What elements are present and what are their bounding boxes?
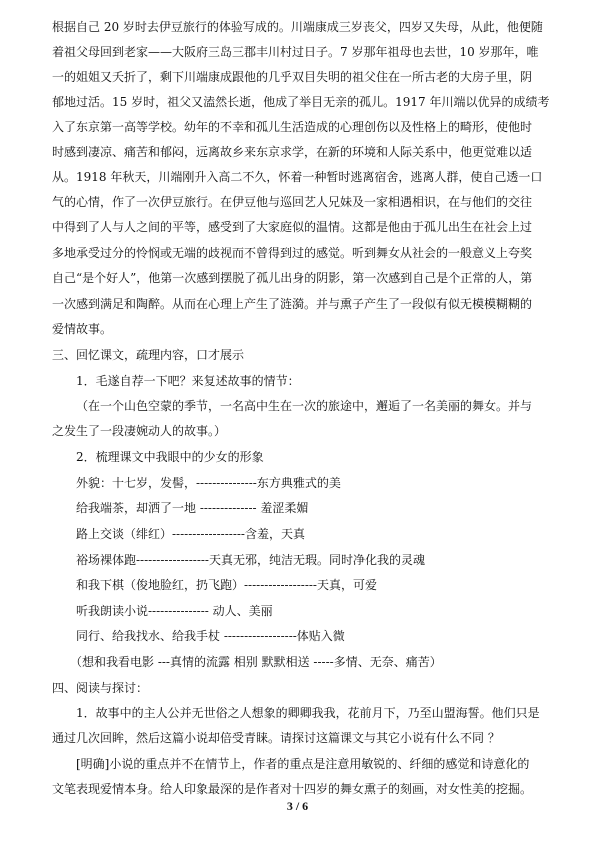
text-line: 听我朗读小说--------------- 动人、美丽 <box>76 604 273 618</box>
text-line: 一的姐姐又夭折了，剩下川端康成跟他的几乎双目失明的祖父住在一所古老的大房子里，阴 <box>52 70 533 84</box>
text-line: 入了东京第一高等学校。幼年的不幸和孤儿生活造成的心理创伤以及性格上的畸形，使他时 <box>52 120 533 134</box>
section-heading: 四、阅读与探讨： <box>52 681 149 695</box>
text-line: 郁地过活。15 岁时，祖父又溘然长逝，他成了举目无亲的孤儿。1917 年川端以优异的成绩考 <box>52 95 550 109</box>
text-line: 根据自己 20 岁时去伊豆旅行的体验写成的。川端康成三岁丧父，四岁又失母，从此，他便随 <box>52 20 543 34</box>
text-line: 爱情故事。 <box>52 322 113 336</box>
text-line: 和我下棋（俊地脸红，扔飞跑）------------------天真，可爱 <box>76 578 377 592</box>
text-line: 之发生了一段凄婉动人的故事。） <box>52 424 227 438</box>
text-line: 中得到了人与人之间的平等，感受到了大家庭似的温情。这都是他由于孤儿出生在社会上过 <box>52 220 533 234</box>
text-line: 2．梳理课文中我眼中的少女的形象 <box>76 450 264 464</box>
text-line: 给我端茶，却洒了一地 -------------- 羞涩柔媚 <box>76 501 309 515</box>
text-line: 着祖父母回到老家——大阪府三岛三郡丰川村过日子。7 岁那年祖母也去世，10 岁那年，唯 <box>52 45 539 59</box>
text-line: 1．毛遂自荐一下吧？来复述故事的情节： <box>76 374 300 388</box>
text-line: 文笔表现爱情本身。给人印象最深的是作者对十四岁的舞女熏子的刻画，对女性美的挖掘。 <box>52 782 533 796</box>
text-line: 通过几次回眸，然后这篇小说却倍受青睐。请探讨这篇课文与其它小说有什么不同 ？ <box>52 731 500 745</box>
text-line: 一次感到满足和陶醉。从而在心理上产生了涟漪。并与熏子产生了一段似有似无模模糊糊的 <box>52 297 533 311</box>
text-line: 路上交谈（绯红）------------------含羞，天真 <box>76 527 305 541</box>
text-line: 1．故事中的主人公并无世俗之人想象的卿卿我我，花前月下，乃至山盟海誓。他们只是 <box>76 706 540 720</box>
text-line: 自己“是个好人”，他第一次感到摆脱了孤儿出身的阴影，第一次感到自己是个正常的人，第 <box>52 271 533 285</box>
page-number: 3 / 6 <box>286 799 309 813</box>
section-heading: 三、回忆课文，疏理内容，口才展示 <box>52 348 245 362</box>
text-line: 裕场裸体跑------------------天真无邪，纯洁无瑕。同时净化我的灵魂 <box>76 553 425 567</box>
text-line: （在一个山色空蒙的季节，一名高中生在一次的旅途中，邂逅了一名美丽的舞女。并与 <box>76 399 533 413</box>
text-line: 从。1918 年秋天，川端刚升入高二不久，怀着一种暂时逃离宿舍，逃离人群，使自己透一口 <box>52 170 543 184</box>
text-line: 外貌：十七岁，发髻，---------------东方典雅式的美 <box>76 476 341 490</box>
text-line: [明确]小说的重点并不在情节上，作者的重点是注意用敏锐的、纤细的感觉和诗意化的 <box>76 757 530 771</box>
text-line: （想和我看电影 ---真情的流露 相别 默默相送 -----多情、无奈、痛苦） <box>70 655 442 669</box>
text-line: 气的心情，作了一次伊豆旅行。在伊豆他与巡回艺人兄妹及一家相遇相识，在与他们的交往 <box>52 195 533 209</box>
text-line: 多地承受过分的怜悯或无端的歧视而不曾得到过的感觉。听到舞女从社会的一般意义上夸奖 <box>52 246 533 260</box>
text-line: 同行、给我找水、给我手杖 ------------------体贴入微 <box>76 629 345 643</box>
text-line: 时感到凄凉、痛苦和郁闷，远离故乡来东京求学，在新的环境和人际关系中，他更觉难以适 <box>52 145 533 159</box>
